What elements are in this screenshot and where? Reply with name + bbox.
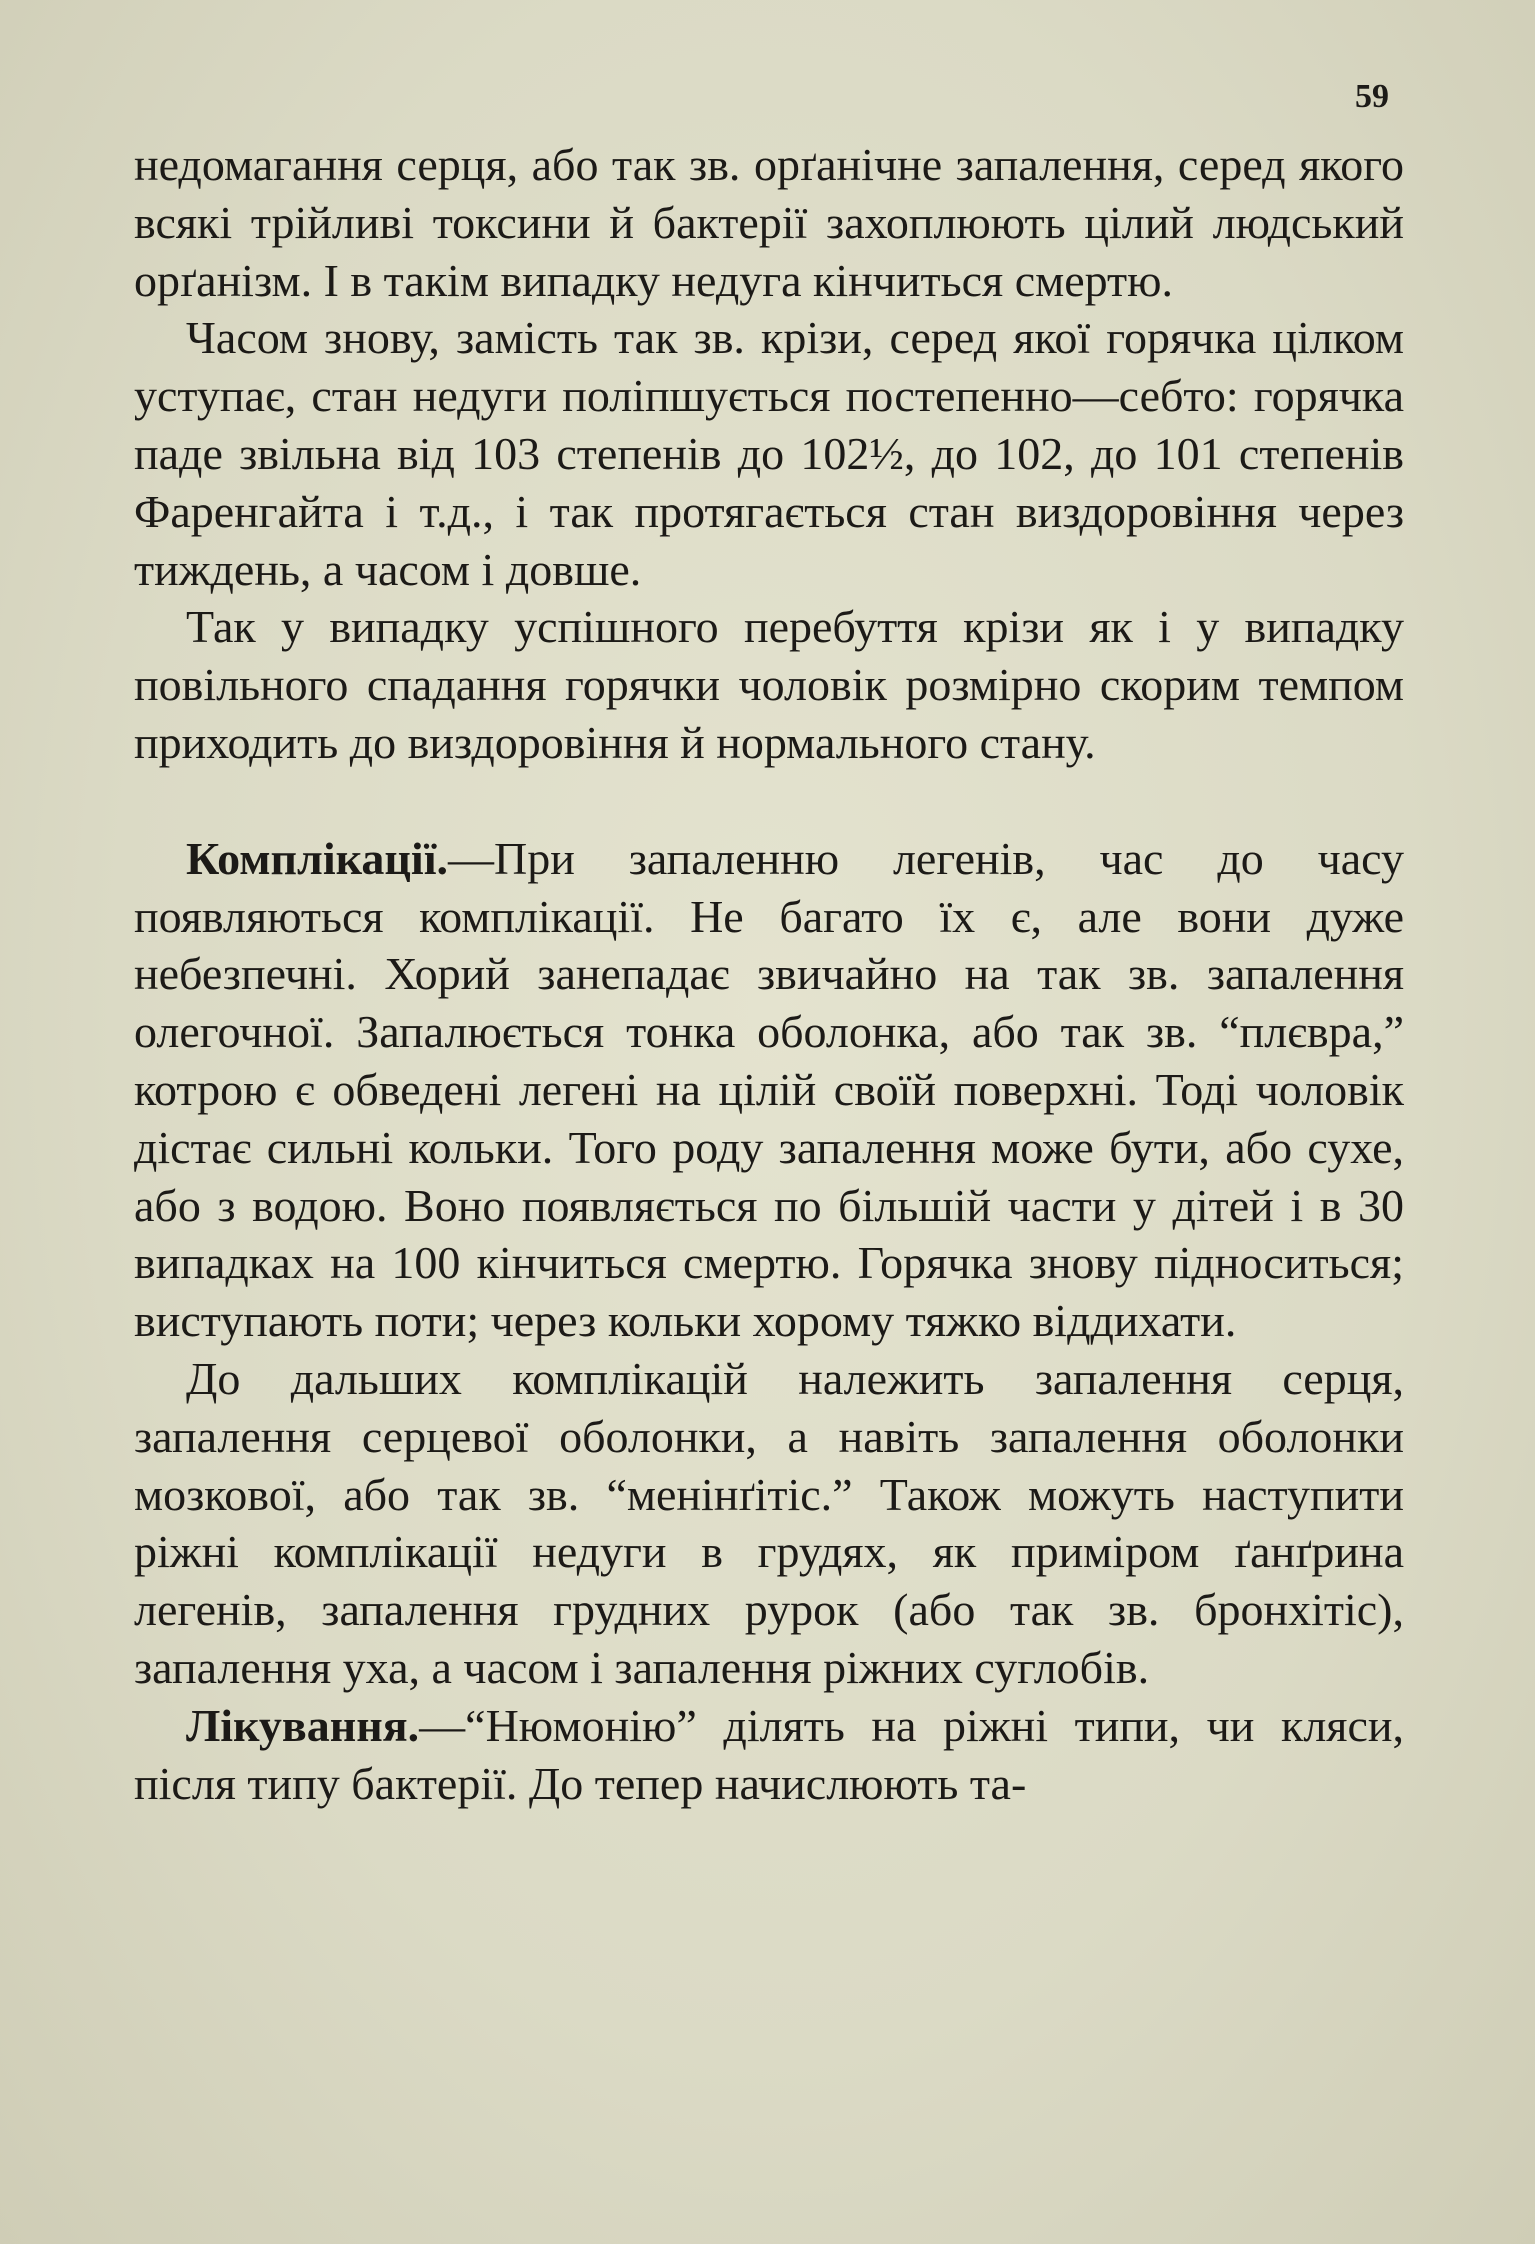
paragraph-1 xyxy=(134,136,1404,309)
paragraph-5 xyxy=(134,1350,1404,1697)
paragraph-3-text: Так у випадку успішного перебуття крізи як і у випадку повільного спадання горячки чоловік розмірно скорим темпом приходить до виздоровіння й нормального стану. xyxy=(134,601,1404,768)
paragraph-2 xyxy=(134,309,1404,598)
paragraph-3 xyxy=(134,598,1404,771)
paragraph-2-text: Часом знову, замість так зв. крізи, серед якої горячка цілком уступає, стан недуги поліпшується постепенно—себто: горячка паде звільна від 103 степенів до 102½, до 102, до 101 степенів Фаренгайта і т.д., і так протягається стан виздоровіння через тиждень, а часом і довше. xyxy=(134,312,1404,595)
complications-text: —При запаленню легенів, час до часу появляються комплікації. Не багато їх є, але вони дуже небезпечні. Хорий занепадає звичайно на так зв. запалення олегочної. Запалюється тонка оболонка, або так зв. “плєвра,” котрою є обведені легені на цілій своїй поверхні. Тоді чоловік дістає сильні кольки. Того роду запалення може бути, або сухе, або з водою. Воно появляється по більшій части у дітей і в 30 випадках на 100 кінчиться смертю. Горячка знову підноситься; виступають поти; через кольки хорому тяжко віддихати. xyxy=(134,832,1404,1347)
treatment-text: —“Нюмонію” ділять на ріжні типи, чи кляси, після типу бактерії. До тепер начислюють та- xyxy=(134,1699,1404,1809)
body-text xyxy=(134,136,1404,1812)
paragraph-complications xyxy=(134,830,1404,1350)
page-number: 59 xyxy=(1355,78,1389,115)
paragraph-treatment xyxy=(134,1697,1404,1813)
paragraph-1-text: недомагання серця, або так зв. орґанічне запалення, серед якого всякі трійливі токсини й бактерії захоплюють цілий людський орґанізм. І в такім випадку недуга кінчиться смертю. xyxy=(134,139,1404,306)
paragraph-5-text: До дальших комплікацій належить запалення серця, запалення серцевої оболонки, а навіть запалення оболонки мозкової, або так зв. “менінґітіс.” Також можуть наступити ріжні комплікації недуги в грудях, як приміром ґанґрина легенів, запалення грудних рурок (або так зв. бронхітіс), запалення уха, а часом і запалення ріжних суглобів. xyxy=(134,1352,1404,1693)
complications-heading: Комплікації. xyxy=(186,832,448,884)
treatment-heading: Лікування. xyxy=(186,1699,420,1751)
